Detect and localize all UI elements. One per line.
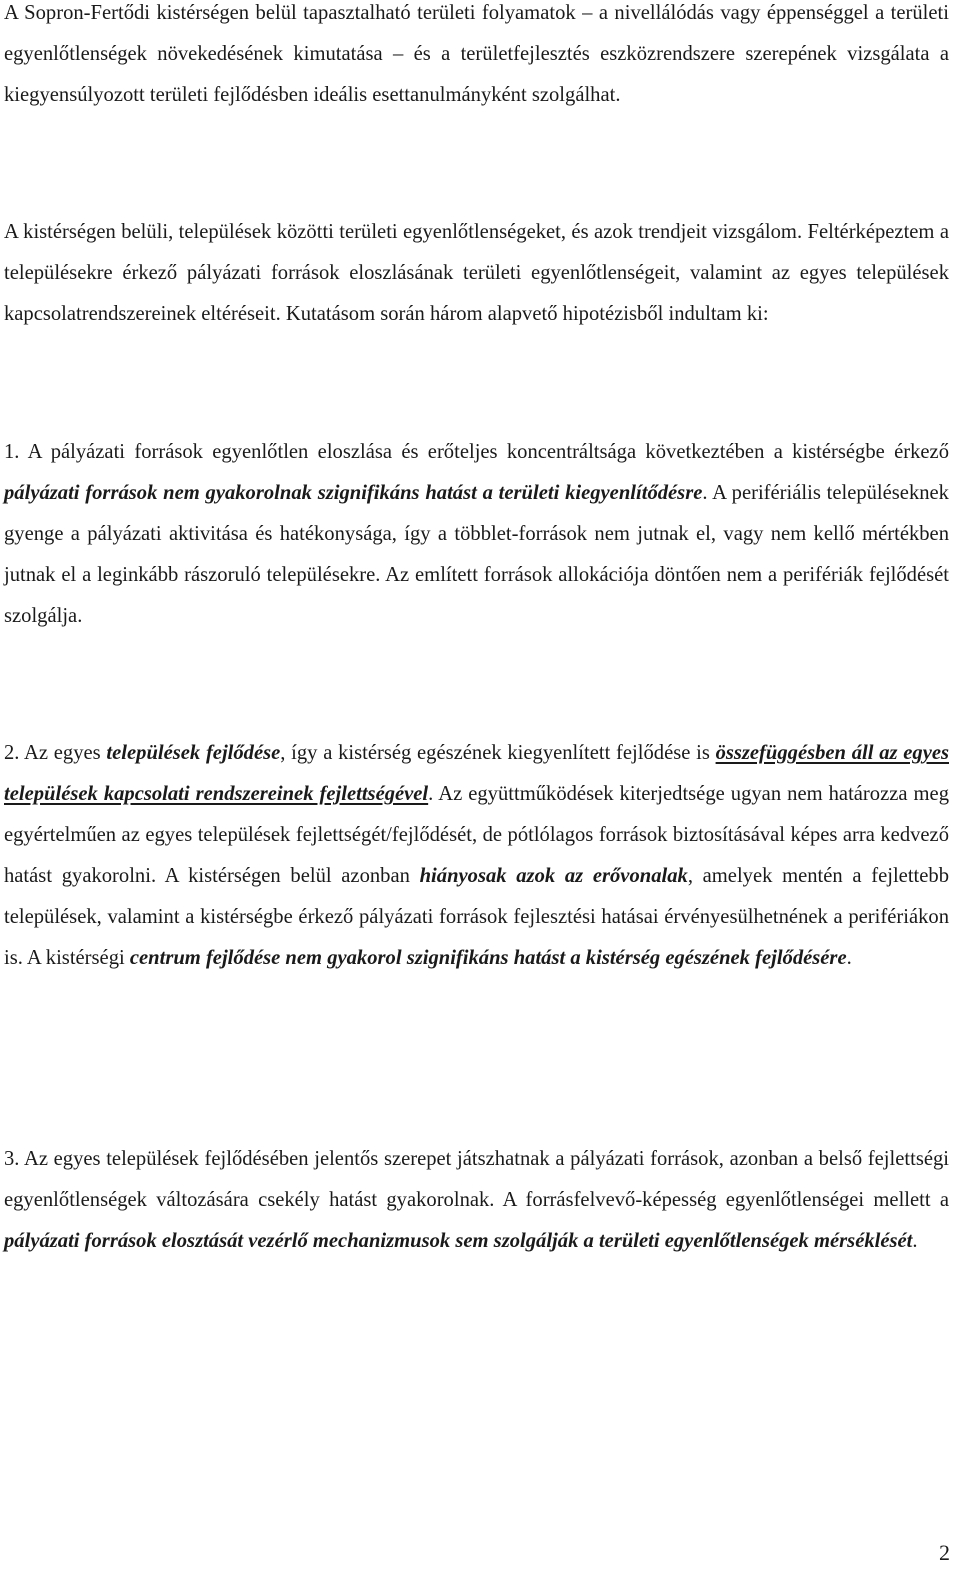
hypothesis-emphasis: pályázati források nem gyakorolnak szignifikáns hatást a területi kiegyenlítődésre [4, 481, 703, 504]
hypothesis-emphasis: hiányosak azok az erővonalak [419, 864, 688, 887]
hypothesis-3 [4, 1139, 949, 1262]
page-number: 2 [939, 1540, 950, 1565]
hypothesis-text: . [912, 1229, 918, 1252]
paragraph-intro [4, 0, 949, 116]
paragraph-research-scope [4, 212, 949, 335]
hypothesis-1 [4, 432, 949, 637]
paragraph-text: A kistérségen belüli, települések közötti területi egyenlőtlenségeket, és azok trendjeit vizsgálom. Feltérképeztem a településekre érkező pályázati források eloszlásának területi egyenlőtlenségeit, valamint az egyes települések kapcsolatrendszereinek eltéréseit. Kutatásom során három alapvető hipotézisből indultam ki: [4, 221, 949, 325]
paragraph-text: A Sopron-Fertődi kistérségen belül tapasztalható területi folyamatok – a nivellálódás vagy éppenséggel a területi egyenlőtlenségek növekedésének kimutatása – és a területfejlesztés eszközrendszere szerepének vizsgálata a kiegyensúlyozott területi fejlődésben ideális esettanulmányként szolgálhat. [4, 2, 949, 106]
hypothesis-text: 1. A pályázati források egyenlőtlen eloszlása és erőteljes koncentráltsága következtében a kistérségbe érkező [4, 441, 949, 463]
hypothesis-text: . A perifériális településeknek gyenge a pályázati aktivitása és hatékonysága, így a többlet-források nem jutnak el, vagy nem kellő mértékben jutnak el a leginkább rászoruló településekre. Az említett források allokációja döntően nem a perifériák fejlődését szolgálja. [4, 481, 949, 627]
hypothesis-emphasis: centrum fejlődése nem gyakorol szignifikáns hatást a kistérség egészének fejlődésére [129, 946, 847, 969]
hypothesis-emphasis: pályázati források elosztását vezérlő mechanizmusok sem szolgálják a területi egyenlőtlenségek mérséklését [4, 1229, 913, 1252]
hypothesis-text: . Az együttműködések kiterjedtsége ugyan nem határozza meg egyértelműen az egyes települések fejlettségét/fejlődését, de pótlólagos források biztosításával képes arra kedvező hatást gyakorolni. A kistérségen belül azonban [4, 782, 949, 887]
hypothesis-text: , így a kistérség egészének kiegyenlített fejlődése is [280, 742, 716, 764]
hypothesis-2 [4, 733, 949, 978]
hypothesis-emphasis-underlined: összefüggésben áll az egyes települések kapcsolati rendszereinek fejlettségével [4, 742, 949, 805]
hypothesis-emphasis: települések fejlődése [106, 742, 281, 764]
hypothesis-text: , amelyek mentén a fejlettebb települések, valamint a kistérségbe érkező pályázati források fejlesztési hatásai érvényesülhetnének a perifériákon is. A kistérségi [4, 864, 949, 969]
hypothesis-text: 3. Az egyes települések fejlődésében jelentős szerepet játszhatnak a pályázati források, azonban a belső fejlettségi egyenlőtlenségek változására csekély hatást gyakorolnak. A forrásfelvevő-képesség egyenlőtlenségei mellett a [4, 1148, 949, 1211]
hypothesis-text: . [846, 946, 852, 969]
hypothesis-text: 2. Az egyes [4, 742, 107, 764]
